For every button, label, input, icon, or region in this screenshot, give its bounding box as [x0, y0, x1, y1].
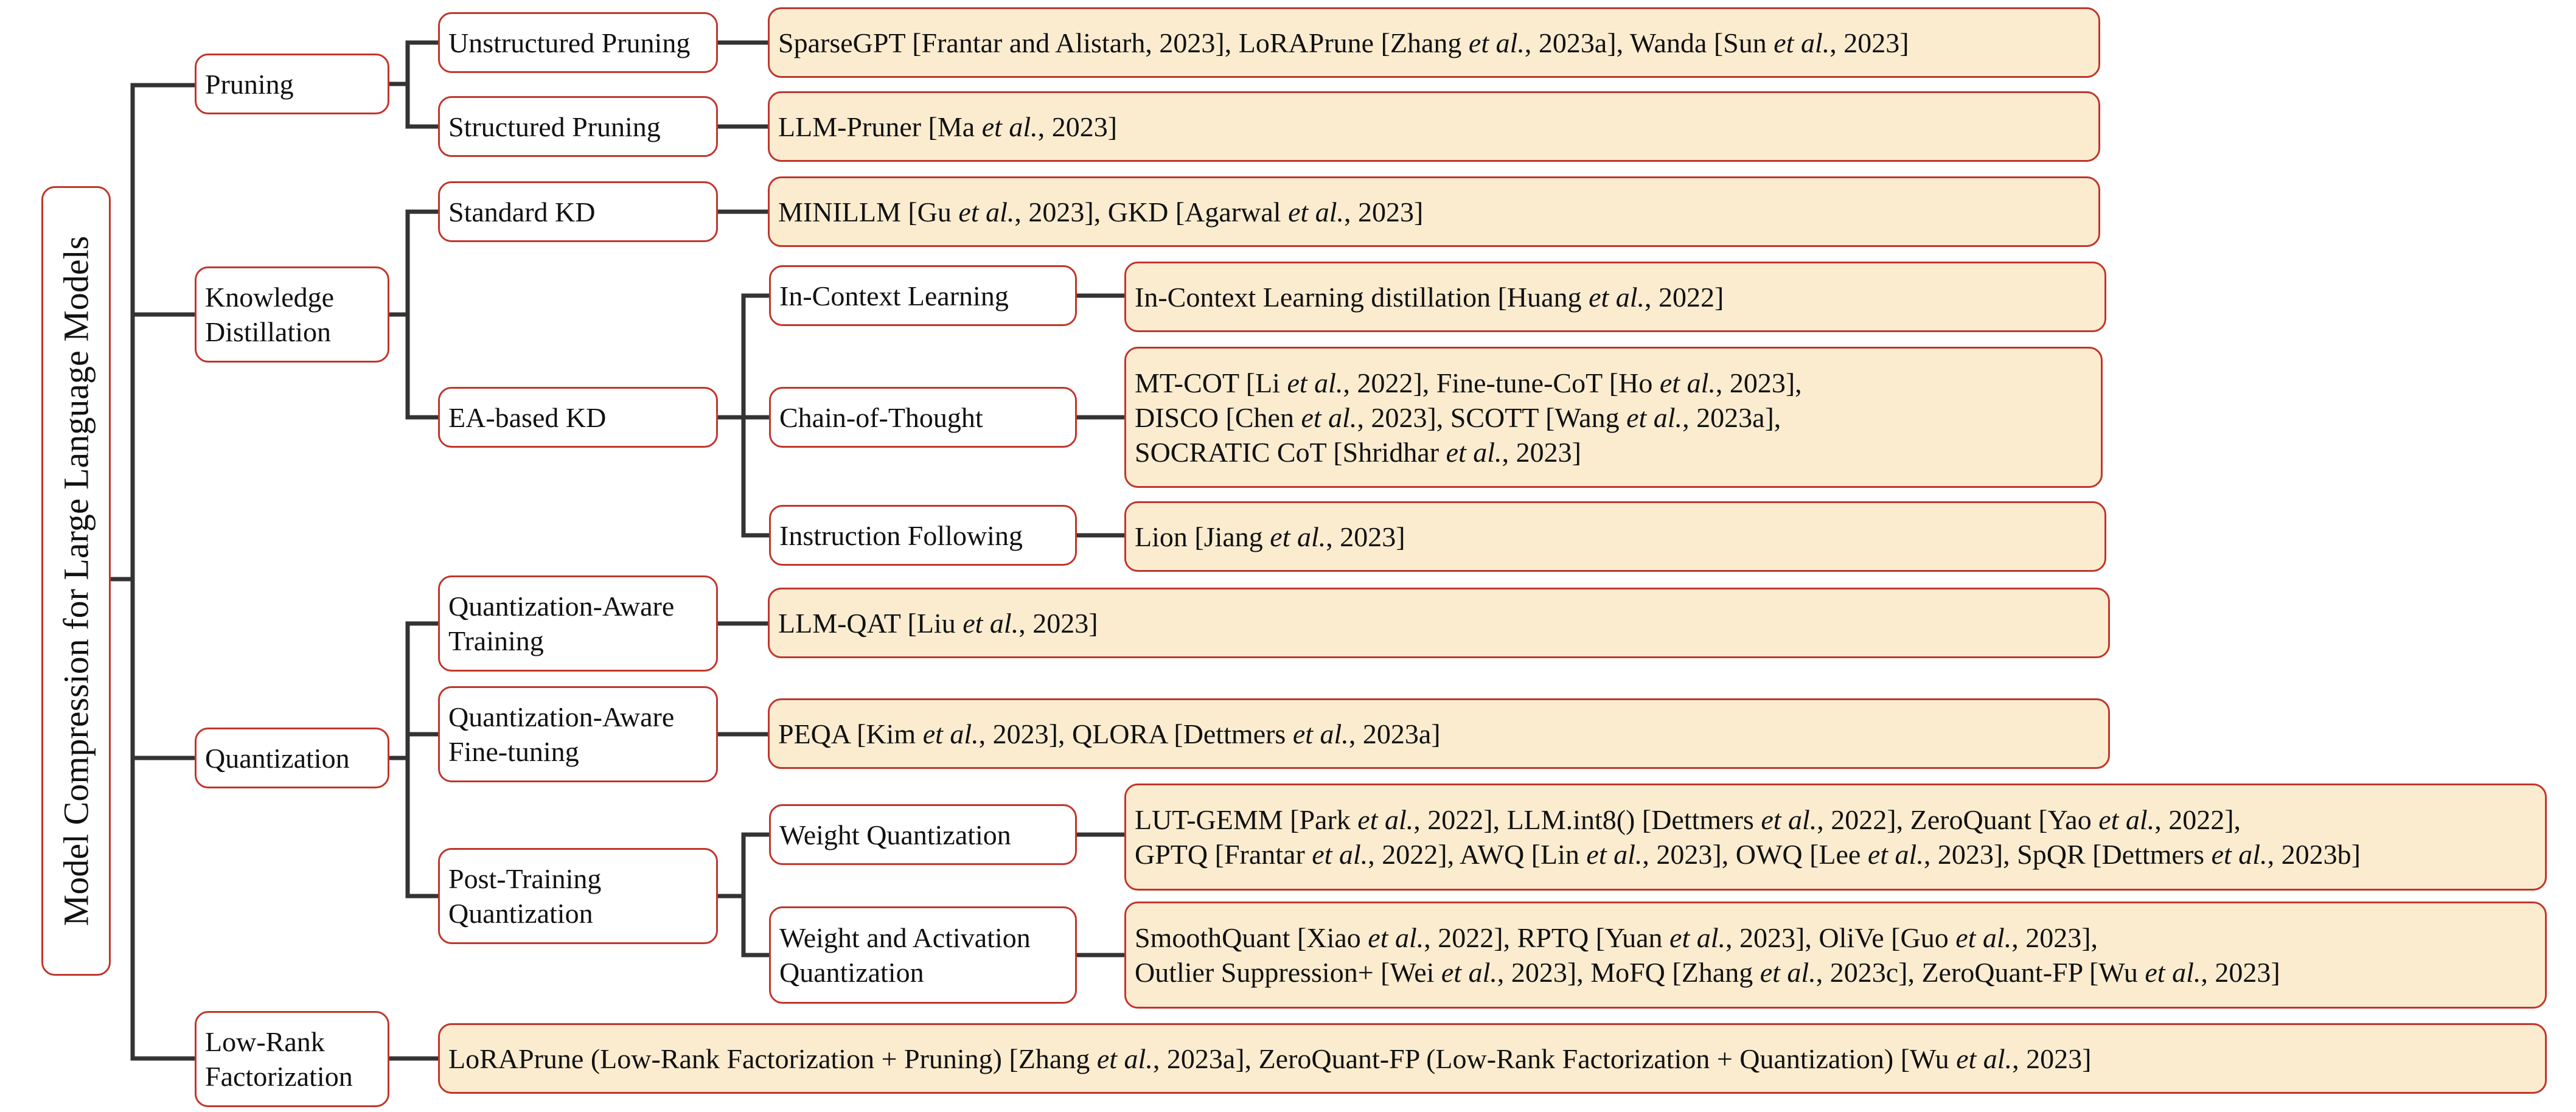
leaf-text [448, 1041, 2091, 1076]
leaf-text [1135, 802, 2361, 872]
node-label-line: Weight and Activation [779, 922, 1031, 953]
leaf-text-line: LUT-GEMM [Park et al., 2022], LLM.int8() [Dettmers et al., 2022], ZeroQuant [Yao et al., 2022], [1135, 804, 2241, 835]
node-label-line: Quantization [448, 898, 593, 929]
node-label-line: Pruning [205, 68, 294, 100]
node-quantization-aware-fine-tuning [438, 686, 718, 782]
leaf-text-line: GPTQ [Frantar et al., 2022], AWQ [Lin et al., 2023], OWQ [Lee et al., 2023], SpQR [Dettmers et al., 2023b] [1135, 839, 2361, 870]
node-label-line: Distillation [205, 316, 331, 347]
node-in-context-learning [769, 265, 1077, 326]
node-quantization-aware-training [438, 575, 718, 672]
leaf-text-line: Outlier Suppression+ [Wei et al., 2023], MoFQ [Zhang et al., 2023c], ZeroQuant-FP [Wu et al., 2023] [1135, 957, 2280, 988]
node-label [448, 589, 674, 658]
leaf-structured-pruning [768, 91, 2100, 162]
node-label [779, 279, 1009, 313]
leaf-in-context-learning [1124, 262, 2106, 332]
node-knowledge-distillation [195, 266, 389, 363]
leaf-instruction-following [1124, 501, 2106, 572]
leaf-unstructured-pruning [768, 7, 2100, 78]
node-label [779, 920, 1031, 990]
node-label-line: Weight Quantization [779, 819, 1011, 850]
leaf-text-line: MINILLM [Gu et al., 2023], GKD [Agarwal et al., 2023] [778, 196, 1424, 228]
node-label-line: Standard KD [448, 196, 596, 228]
node-label [205, 280, 334, 349]
node-label-line: Unstructured Pruning [448, 27, 691, 58]
node-unstructured-pruning [438, 12, 718, 73]
leaf-text-line: SmoothQuant [Xiao et al., 2022], RPTQ [Yuan et al., 2023], OliVe [Guo et al., 2023], [1135, 922, 2098, 953]
leaf-text-line: LLM-Pruner [Ma et al., 2023] [778, 111, 1118, 142]
node-structured-pruning [438, 96, 718, 157]
node-label [448, 861, 601, 931]
node-low-rank-factorization [195, 1011, 389, 1107]
node-weight-and-activation-quantization [769, 906, 1077, 1004]
leaf-weight-quantization [1124, 784, 2547, 891]
node-label [448, 195, 595, 229]
leaf-text-line: PEQA [Kim et al., 2023], QLORA [Dettmers et al., 2023a] [778, 718, 1441, 749]
node-label-line: In-Context Learning [779, 280, 1009, 311]
leaf-standard-kd [768, 176, 2100, 247]
node-label [448, 26, 690, 60]
node-standard-kd [438, 181, 718, 242]
node-label-line: Low-Rank [205, 1026, 325, 1057]
node-weight-quantization [769, 804, 1077, 865]
node-label [205, 67, 294, 102]
leaf-text [778, 109, 1117, 144]
node-label-line: Factorization [205, 1061, 353, 1092]
leaf-text-line: SOCRATIC CoT [Shridhar et al., 2023] [1135, 436, 1581, 468]
node-quantization [195, 728, 389, 788]
leaf-text-line: SparseGPT [Frantar and Alistarh, 2023], LoRAPrune [Zhang et al., 2023a], Wanda [Sun et al., 2023] [778, 27, 1909, 58]
node-label [779, 818, 1011, 852]
node-label [448, 400, 606, 435]
node-label-line: Chain-of-Thought [779, 401, 983, 433]
node-post-training-quantization [438, 848, 718, 944]
node-label [779, 518, 1023, 553]
leaf-quantization-aware-fine-tuning [768, 698, 2110, 769]
leaf-text [1135, 920, 2280, 990]
node-label-line: EA-based KD [448, 401, 607, 433]
node-label-line: Quantization-Aware [448, 591, 675, 622]
node-label [448, 700, 674, 769]
leaf-text [778, 195, 1423, 229]
node-label [779, 400, 983, 435]
leaf-text-line: LLM-QAT [Liu et al., 2023] [778, 607, 1098, 639]
node-label-line: Quantization [779, 957, 924, 988]
node-label-line: Post-Training [448, 863, 602, 894]
node-label [448, 109, 661, 144]
leaf-low-rank-factorization [438, 1023, 2547, 1094]
node-label-line: Training [448, 625, 544, 656]
leaf-text-line: MT-COT [Li et al., 2022], Fine-tune-CoT [Ho et al., 2023], [1135, 367, 1802, 398]
node-label-line: Quantization-Aware [448, 701, 675, 732]
leaf-text-line: LoRAPrune (Low-Rank Factorization + Pruning) [Zhang et al., 2023a], ZeroQuant-FP (Low-Rank Factorization + Quantization) [Wu et al., 2023] [448, 1043, 2092, 1074]
leaf-text [1135, 520, 1405, 554]
leaf-text [1135, 280, 1724, 314]
leaf-text-line: DISCO [Chen et al., 2023], SCOTT [Wang et al., 2023a], [1135, 401, 1781, 433]
leaf-text [778, 26, 1909, 60]
node-label [205, 1024, 353, 1094]
node-ea-based-kd [438, 387, 718, 448]
leaf-chain-of-thought [1124, 347, 2103, 488]
leaf-text-line: In-Context Learning distillation [Huang et al., 2022] [1135, 281, 1724, 313]
node-label-line: Instruction Following [779, 520, 1023, 551]
node-label-line: Quantization [205, 742, 350, 774]
node-label-line: Fine-tuning [448, 736, 579, 767]
node-chain-of-thought [769, 387, 1077, 448]
leaf-quantization-aware-training [768, 588, 2110, 658]
node-instruction-following [769, 505, 1077, 566]
leaf-text [778, 606, 1098, 641]
leaf-weight-and-activation-quantization [1124, 902, 2547, 1009]
leaf-text-line: Lion [Jiang et al., 2023] [1135, 521, 1405, 552]
leaf-text [1135, 366, 1802, 470]
node-pruning [195, 54, 389, 114]
node-label [205, 741, 350, 776]
root-label: Model Compression for Large Language Models [56, 235, 96, 926]
root-node [41, 186, 111, 976]
node-label-line: Structured Pruning [448, 111, 661, 142]
leaf-text [778, 717, 1441, 751]
node-label-line: Knowledge [205, 282, 335, 313]
